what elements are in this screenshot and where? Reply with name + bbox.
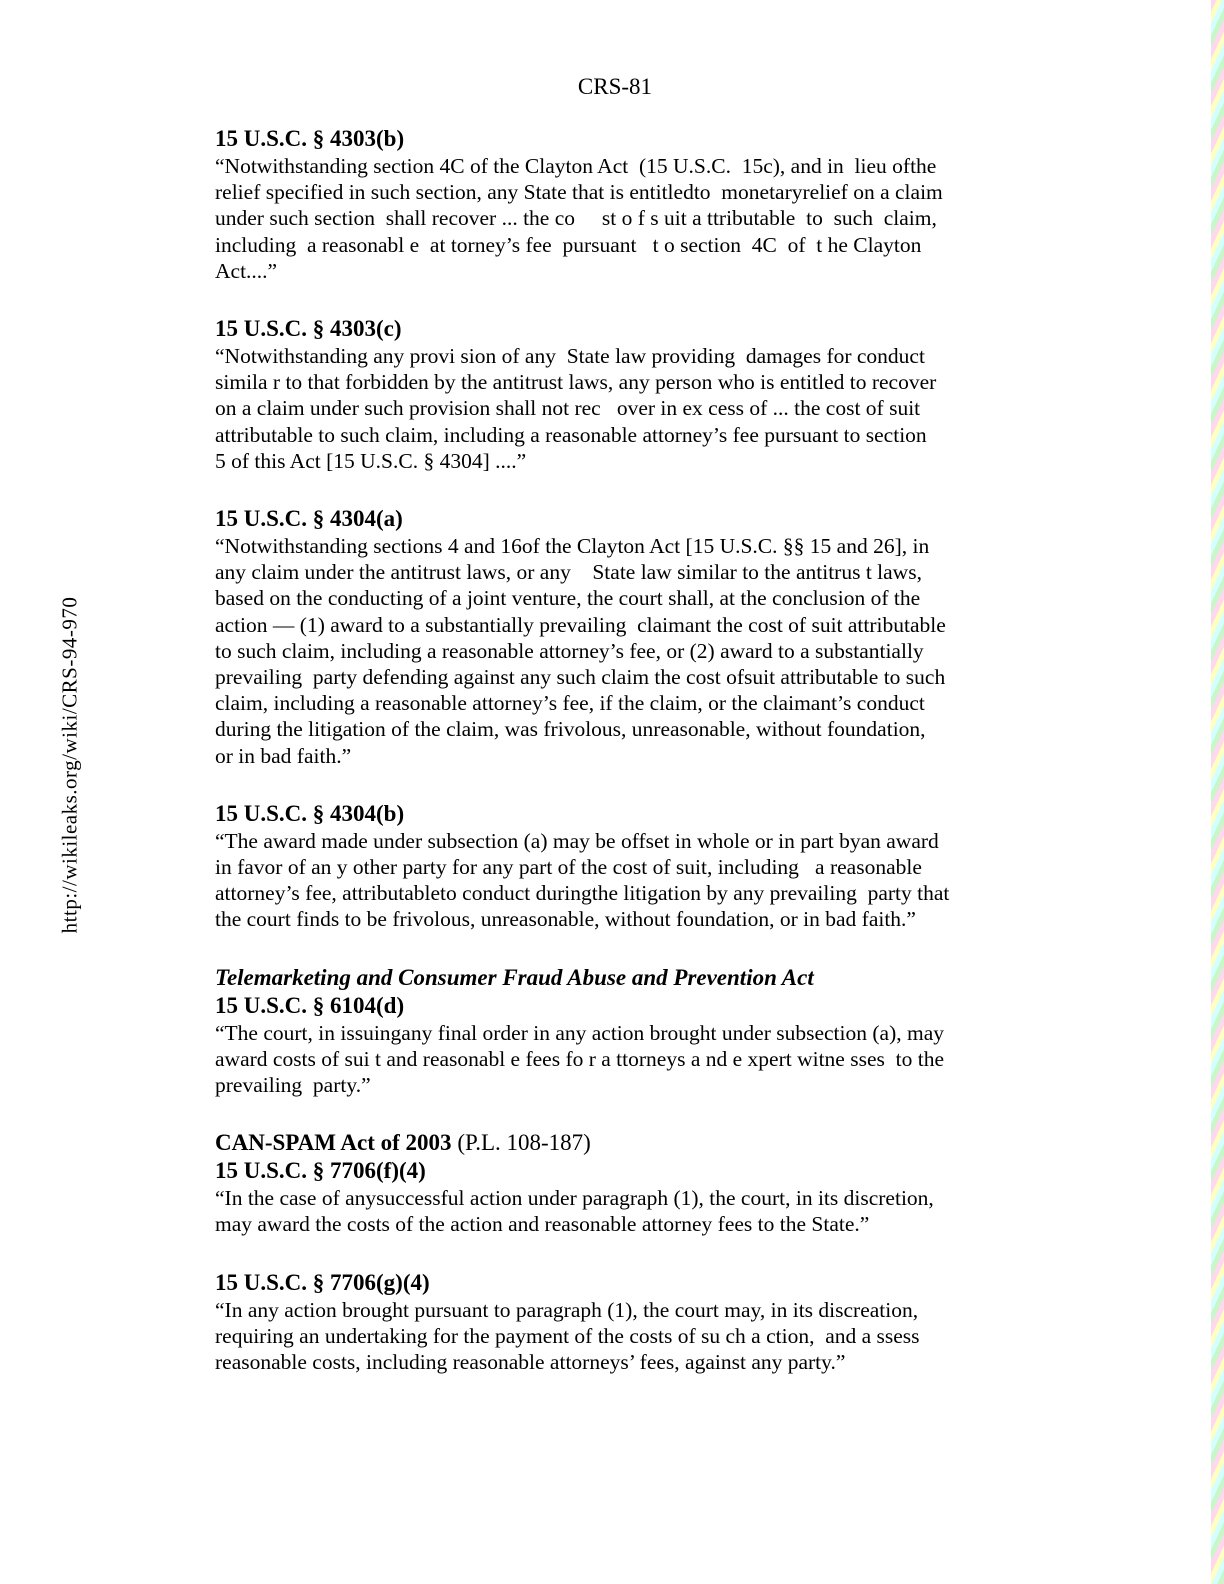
statute-sections (215, 125, 1015, 1375)
quote-line: including a reasonabl e at torney’s fee pursuant t o section 4C of t he Clayton (215, 232, 922, 257)
quote-line: during the litigation of the claim, was frivolous, unreasonable, without foundation, (215, 717, 926, 742)
quote-line: “In the case of anysuccessful action under paragraph (1), the court, in its discretion, (215, 1186, 934, 1211)
wikileaks-source-url: http://wikileaks.org/wiki/CRS-94-970 (57, 596, 82, 934)
quote-paragraph (215, 533, 1015, 769)
quote-line: in favor of an y other party for any part of the cost of suit, including a reasonable (215, 855, 922, 880)
quote-line: attributable to such claim, including a reasonable attorney’s fee pursuant to section (215, 422, 927, 447)
quote-line: the court finds to be frivolous, unreasonable, without foundation, or in bad faith.” (215, 907, 916, 932)
statute-section (215, 315, 1015, 474)
quote-paragraph (215, 343, 1015, 474)
act-public-law: (P.L. 108-187) (451, 1130, 591, 1156)
act-name: CAN-SPAM Act of 2003 (215, 1130, 452, 1156)
quote-paragraph (215, 153, 1015, 284)
quote-line: requiring an undertaking for the payment of the costs of su ch a ction, and a ssess (215, 1323, 920, 1348)
quote-line: simila r to that forbidden by the antitrust laws, any person who is entitled to recover (215, 370, 937, 395)
statute-section (215, 800, 1015, 933)
quote-line: based on the conducting of a joint venture, the court shall, at the conclusion of the (215, 586, 921, 611)
quote-line: 5 of this Act [15 U.S.C. § 4304] ....” (215, 448, 527, 473)
quote-line: Act....” (215, 258, 278, 283)
quote-line: award costs of sui t and reasonabl e fees fo r a ttorneys a nd e xpert witne sses to the (215, 1046, 944, 1071)
statute-section (215, 964, 1015, 1099)
quote-line: “The court, in issuingany final order in any action brought under subsection (a), may (215, 1020, 945, 1045)
quote-line: under such section shall recover ... the co st o f s uit a ttributable to such claim, (215, 206, 937, 231)
quote-line: “Notwithstanding any provi sion of any State law providing damages for conduct (215, 344, 925, 369)
section-heading: 15 U.S.C. § 6104(d) (215, 992, 405, 1018)
quote-line: may award the costs of the action and reasonable attorney fees to the State.” (215, 1212, 870, 1237)
quote-line: relief specified in such section, any State that is entitledto monetaryrelief on a claim (215, 180, 943, 205)
section-heading: 15 U.S.C. § 4303(b) (215, 126, 405, 151)
statute-section (215, 1269, 1015, 1376)
quote-line: attorney’s fee, attributableto conduct duringthe litigation by any prevailing party that (215, 881, 950, 906)
quote-line: on a claim under such provision shall not rec over in ex cess of ... the cost of suit (215, 396, 921, 421)
page-edge-color-stripe (1211, 0, 1224, 1584)
quote-line: “The award made under subsection (a) may be offset in whole or in part byan award (215, 828, 939, 853)
quote-line: “Notwithstanding sections 4 and 16of the Clayton Act [15 U.S.C. §§ 15 and 26], in (215, 534, 930, 559)
quote-line: or in bad faith.” (215, 743, 352, 768)
quote-line: to such claim, including a reasonable attorney’s fee, or (2) award to a substantially (215, 638, 924, 663)
quote-line: prevailing party defending against any such claim the cost ofsuit attributable to such (215, 665, 946, 690)
section-heading: 15 U.S.C. § 7706(g)(4) (215, 1269, 430, 1295)
statute-section (215, 125, 1015, 284)
quote-line: any claim under the antitrust laws, or any State law similar to the antitrus t laws, (215, 560, 922, 585)
act-title: Telemarketing and Consumer Fraud Abuse and Prevention Act (215, 964, 814, 990)
quote-line: reasonable costs, including reasonable attorneys’ fees, against any party.” (215, 1350, 846, 1375)
quote-paragraph (215, 828, 1015, 933)
section-heading: 15 U.S.C. § 4303(c) (215, 316, 402, 342)
section-heading: 15 U.S.C. § 7706(f)(4) (215, 1158, 426, 1184)
quote-line: “Notwithstanding section 4C of the Clayton Act (15 U.S.C. 15c), and in lieu ofthe (215, 154, 937, 178)
statute-section (215, 505, 1015, 769)
page-number-header: CRS-81 (577, 74, 653, 99)
section-heading: 15 U.S.C. § 4304(a) (215, 506, 403, 532)
document-body (215, 73, 1015, 1406)
quote-line: “In any action brought pursuant to paragraph (1), the court may, in its discreation, (215, 1297, 919, 1322)
act-heading (215, 1129, 1015, 1157)
quote-paragraph (215, 1185, 1015, 1237)
quote-line: claim, including a reasonable attorney’s fee, if the claim, or the claimant’s conduct (215, 691, 925, 716)
quote-line: prevailing party.” (215, 1073, 371, 1098)
section-heading: 15 U.S.C. § 4304(b) (215, 800, 405, 826)
quote-line: action — (1) award to a substantially prevailing claimant the cost of suit attributable (215, 612, 946, 637)
quote-paragraph (215, 1020, 1015, 1099)
statute-section (215, 1129, 1015, 1237)
quote-paragraph (215, 1297, 1015, 1376)
